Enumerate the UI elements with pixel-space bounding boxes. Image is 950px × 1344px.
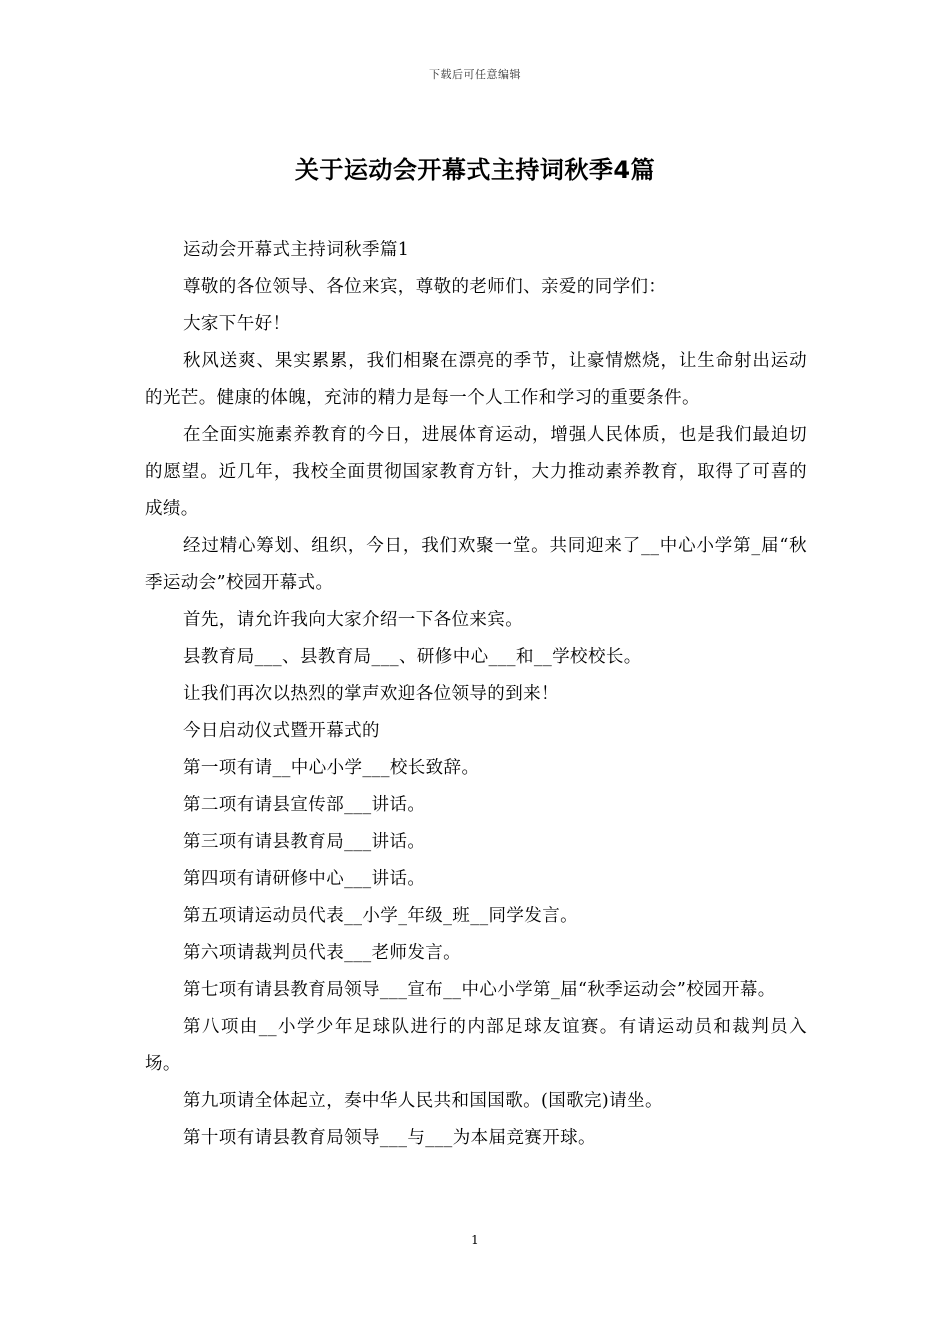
agenda-item: 第六项请裁判员代表___老师发言。 — [183, 943, 462, 963]
agenda-item: 第三项有请县教育局___讲话。 — [183, 832, 426, 852]
agenda-item: 第七项有请县教育局领导___宣布__中心小学第_届“秋季运动会”校园开幕。 — [183, 980, 776, 1000]
agenda-item: 第十项有请县教育局领导___与___为本届竞赛开球。 — [183, 1128, 596, 1148]
paragraph: 在全面实施素养教育的今日，进展体育运动，增强人民体质，也是我们最迫切的愿望。近几年，我校全面贯彻国家教育方针，大力推动素养教育，取得了可喜的成绩。 — [145, 425, 807, 519]
section-heading: 运动会开幕式主持词秋季篇1 — [183, 240, 410, 260]
agenda-item: 第四项有请研修中心___讲话。 — [183, 869, 426, 889]
paragraph: 县教育局___、县教育局___、研修中心___和__学校校长。 — [183, 647, 642, 667]
header-note: 下载后可任意编辑 — [429, 68, 521, 81]
paragraph: 让我们再次以热烈的掌声欢迎各位领导的到来！ — [183, 684, 559, 704]
agenda-item: 第五项请运动员代表__小学_年级_班__同学发言。 — [183, 906, 578, 926]
paragraph: 经过精心筹划、组织，今日，我们欢聚一堂。共同迎来了__中心小学第_届“秋季运动会”校园开幕式。 — [145, 536, 807, 593]
paragraph: 今日启动仪式暨开幕式的 — [183, 721, 380, 741]
paragraph: 首先，请允许我向大家介绍一下各位来宾。 — [183, 610, 524, 630]
paragraph: 秋风送爽、果实累累，我们相聚在漂亮的季节，让豪情燃烧，让生命射出运动的光芒。健康的体魄，充沛的精力是每一个人工作和学习的重要条件。 — [145, 351, 807, 408]
agenda-item: 第九项请全体起立，奏中华人民共和国国歌。(国歌完)请坐。 — [183, 1091, 663, 1111]
paragraph-greeting: 尊敬的各位领导、各位来宾，尊敬的老师们、亲爱的同学们： — [183, 277, 667, 297]
agenda-item: 第一项有请__中心小学___校长致辞。 — [183, 758, 480, 778]
agenda-item: 第八项由__小学少年足球队进行的内部足球友谊赛。有请运动员和裁判员入场。 — [145, 1017, 807, 1074]
page-number: 1 — [471, 1233, 479, 1247]
paragraph-hello: 大家下午好！ — [183, 314, 291, 334]
document-body — [145, 232, 807, 1157]
document-title: 关于运动会开幕式主持词秋季4篇 — [294, 156, 656, 184]
agenda-item: 第二项有请县宣传部___讲话。 — [183, 795, 426, 815]
